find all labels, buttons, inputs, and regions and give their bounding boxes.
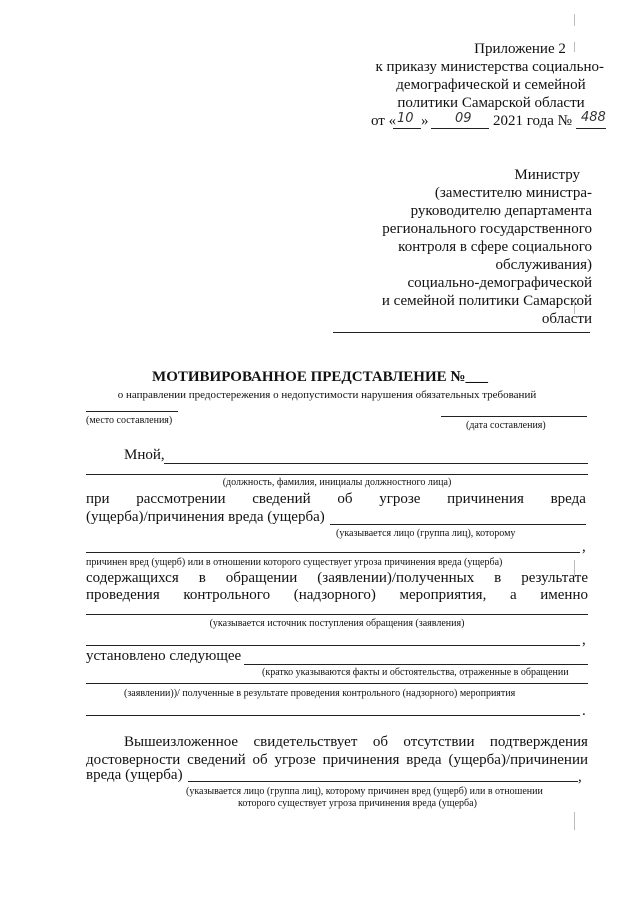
p2-word: результате (521, 570, 588, 586)
p1-word: сведений (252, 491, 311, 507)
addressee-line-3: руководителю департамента (410, 203, 592, 219)
p4-word: об (372, 734, 388, 750)
official-label: (должность, фамилия, инициалы должностного лица) (222, 477, 452, 488)
p3-word: проведения (86, 587, 160, 603)
date-prefix: от « (371, 113, 397, 129)
addressee-line-6: обслуживания) (495, 257, 592, 273)
addressee-line-9: области (541, 311, 592, 327)
document-title: МОТИВИРОВАННОЕ ПРЕДСТАВЛЕНИЕ №___ (152, 369, 488, 385)
harm-comma: , (582, 539, 586, 555)
source-comma: , (582, 632, 586, 648)
source-line-2 (86, 645, 580, 646)
annex-ministry-line2: политики Самарской области (397, 95, 585, 111)
p1-word: рассмотрении (136, 491, 226, 507)
addressee-line-5: контроля в сфере социального (398, 239, 592, 255)
place-line (86, 411, 178, 412)
harm-label: причинен вред (ущерб) или в отношении которого существует угроза причинения вреда (ущерба) (86, 557, 503, 568)
scan-mark (574, 42, 575, 52)
p4-word: отсутствии (403, 734, 475, 750)
official-line-1 (164, 463, 588, 464)
date-label: (дата составления) (466, 420, 546, 431)
addressee-signature-line (333, 332, 590, 333)
established-text: установлено следующее (86, 648, 242, 664)
scan-mark (574, 560, 575, 578)
addressee-line-2: (заместителю министра- (434, 185, 592, 201)
facts-line-2 (86, 683, 588, 684)
facts-label: (кратко указываются факты и обстоятельства, отраженные в обращении (262, 667, 569, 678)
final-label-1: (указывается лицо (группа лиц), которому причинен вред (ущерб) или в отношении (186, 786, 543, 797)
p4-word: подтверждения (489, 734, 588, 750)
paragraph-1-line-1 (86, 490, 586, 508)
mnoi-text: Мной, (124, 447, 165, 463)
p2-word: (заявлении)/полученных (317, 570, 475, 586)
p1-word: при (86, 491, 110, 507)
date-close-quote: » (421, 113, 429, 129)
p2-word: обращении (225, 570, 298, 586)
final-comma: , (578, 769, 582, 785)
addressee-line-1: Министру (514, 167, 580, 183)
p1-word: об (337, 491, 353, 507)
paragraph-4-line-3: вреда (ущерба) (86, 767, 183, 783)
addressee-block (360, 166, 592, 328)
p3-word: а (509, 587, 517, 603)
place-label: (место составления) (86, 415, 173, 426)
p3-word: (надзорного) (293, 587, 376, 603)
source-label: (указывается источник поступления обращения (заявления) (209, 618, 465, 629)
paragraph-4-line-2: достоверности сведений об угрозе причинения вреда (ущерба)/причинении (86, 752, 588, 768)
annex-order-line: к приказу министерства социально- (375, 59, 604, 75)
p2-word: в (494, 570, 502, 586)
scan-mark (574, 812, 575, 830)
paragraph-2-line-1 (86, 569, 588, 587)
annex-title: Приложение 2 (474, 41, 566, 57)
paragraph-1-line-2: (ущерба)/причинения вреда (ущерба) (86, 509, 325, 525)
final-label-2: которого существует угроза причинения вреда (ущерба) (238, 798, 477, 809)
annex-ministry-line1: демографической и семейной (396, 77, 586, 93)
p4-word: Вышеизложенное (124, 734, 239, 750)
date-year: 2021 года № (493, 113, 572, 129)
scan-mark (574, 14, 575, 26)
p4-word: свидетельствует (253, 734, 358, 750)
scan-mark (574, 300, 575, 314)
p2-word: в (198, 570, 206, 586)
p2-word: содержащихся (86, 570, 179, 586)
source-line (86, 614, 588, 615)
date-day: 10 (397, 111, 414, 126)
order-number: 488 (581, 110, 606, 125)
p1-word: угрозе (379, 491, 421, 507)
addressee-line-7: социально-демографической (407, 275, 592, 291)
p3-word: мероприятия, (399, 587, 487, 603)
addressee-line-8: и семейной политики Самарской (381, 293, 592, 309)
facts-period: . (582, 703, 586, 719)
p3-word: именно (540, 587, 588, 603)
final-line (188, 781, 578, 782)
p1-word: причинения (447, 491, 524, 507)
date-month: 09 (455, 111, 472, 126)
person-label: (указывается лицо (группа лиц), которому (336, 528, 516, 539)
facts-line (244, 664, 588, 665)
order-date-line (371, 112, 621, 132)
official-line-2 (86, 474, 588, 475)
addressee-line-4: регионального государственного (382, 221, 592, 237)
p3-word: контрольного (183, 587, 271, 603)
document-subtitle: о направлении предостережения о недопустимости нарушения обязательных требований (117, 389, 537, 401)
facts-line-3 (86, 715, 580, 716)
person-line (330, 524, 586, 525)
paragraph-2-line-2 (86, 586, 588, 604)
date-line (441, 416, 587, 417)
facts-label-2: (заявлении))/ полученные в результате проведения контрольного (надзорного) мероприятия (124, 688, 516, 699)
harm-line (86, 552, 580, 553)
paragraph-4-line-1 (124, 733, 588, 751)
p1-word: вреда (550, 491, 586, 507)
